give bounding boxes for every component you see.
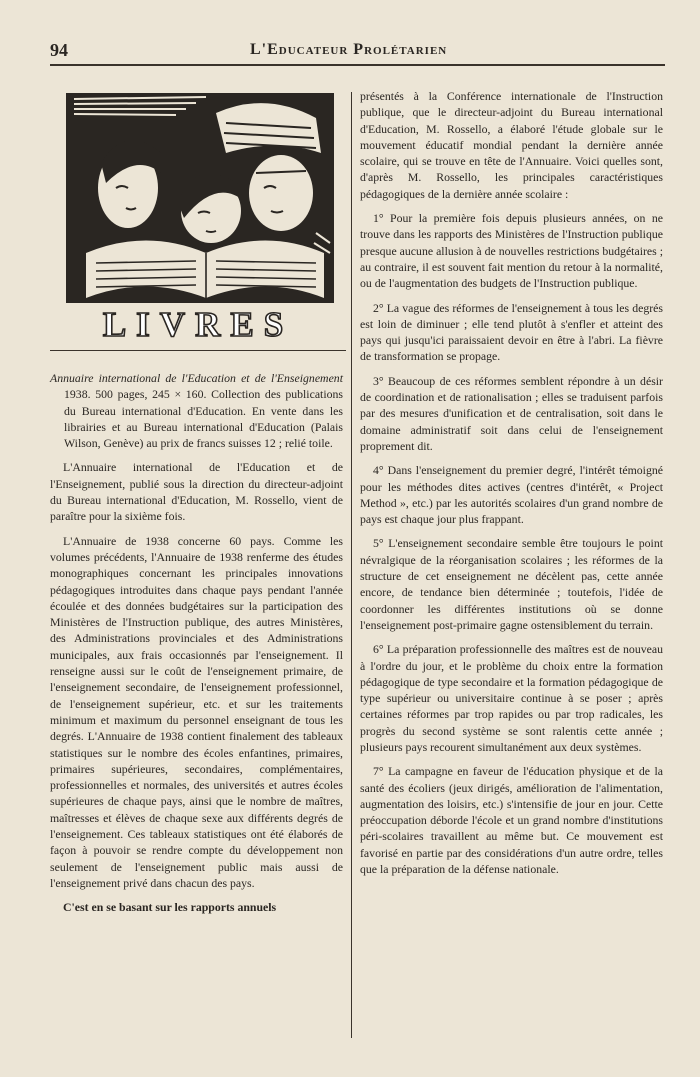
list-item: 6° La préparation professionnelle des maîtres est de nouveau à l'ordre du jour, et le problème du choix entre la formation pédagogique de type secondaire et la formation pédagogique de type supérieur ou universitaire continue à se poser ; après certaines réformes par trop rapides ou par trop radicales, les progrès du second système se sont ralentis cette année ; plusieurs pays recourent simultanément aux deux systèmes. bbox=[360, 642, 663, 754]
right-column bbox=[360, 88, 663, 885]
paragraph: L'Annuaire international de l'Education et de l'Enseignement, publié sous la direction du directeur-adjoint du Bureau international d'Education, M. Rossello, vient de paraître pour la sixième fois. bbox=[50, 460, 343, 524]
column-divider bbox=[351, 92, 352, 1038]
book-title: Annuaire international de l'Education et de l'Enseignement bbox=[50, 371, 343, 385]
running-title: L'Educateur Prolétarien bbox=[250, 41, 448, 58]
paragraph: présentés à la Conférence internationale de l'Instruction publique, que le directeur-adjoint du Bureau international d'Education, M. Rossello, a élaboré l'étude globale sur le mouvement éducatif mondial pendant la dernière année scolaire, qui se trouve en tête de l'Annuaire. Voici quelles sont, d'après M. Rossello, les principales caractéristiques pédagogiques de la dernière année scolaire : bbox=[360, 89, 663, 201]
section-title: LIVRES bbox=[102, 305, 294, 344]
bibliographic-entry bbox=[50, 370, 343, 451]
list-item: 2° La vague des réformes de l'enseignement à tous les degrés est loin de diminuer ; elle tend plutôt à s'enfler et atteint des pays qui jusqu'ici paraissaient devoir en être à l'abri. La fièvre de transformation se propage. bbox=[360, 300, 663, 364]
list-item: 1° Pour la première fois depuis plusieurs années, on ne trouve dans les rapports des Ministères de l'Instruction publique presque aucune allusion à de nouvelles restrictions budgétaires ; au contraire, il est souvent fait mention du retour à la normalité, ou de l'augmentation des budgets de l'Instruction publique. bbox=[360, 211, 663, 291]
paragraph: L'Annuaire de 1938 concerne 60 pays. Comme les volumes précédents, l'Annuaire de 1938 renferme des études monographiques concernant les principales innovations pédagogiques introduites dans chaque pays pendant l'année écoulée et des données budgétaires sur la participation des Ministères de l'Instruction publique, des autres Ministères, des Administrations provinciales et des Administrations municipales, aux frais occasionnés par l'enseignement. Il renseigne aussi sur le coût de l'enseignement primaire, de l'enseignement secondaire, de l'enseignement professionnel, de l'enseignement supérieur, etc. et sur les traitements minimum et maximum du personnel enseignant de tous les degrés. L'Annuaire de 1938 contient finalement des tableaux statistiques sur le nombre des écoles enfantines, primaires, primaires supérieures, secondaires, complémentaires, professionnelles et normales, des universités et autres écoles supérieures de chaque pays, ainsi que le nombre de maîtres, maîtresses et élèves de chaque sexe aux différents degrés de l'enseignement. Ces tableaux statistiques ont été élaborés de façon à pouvoir se rendre compte du développement non seulement de l'enseignement public mais aussi de l'enseignement privé dans chacun des pays. bbox=[50, 533, 343, 890]
paragraph: C'est en se basant sur les rapports annuels bbox=[63, 900, 277, 915]
woodcut-children-reading-illustration bbox=[66, 93, 334, 303]
running-header bbox=[50, 38, 665, 66]
list-item: 3° Beaucoup de ces réformes semblent répondre à un désir de coordination et de rationalisation ; elles se traduisent parfois par des mesures d'unification et de centralisation, soit dans le domaine administratif soit dans celui de l'enseignement proprement dit. bbox=[360, 373, 663, 453]
section-title-rule bbox=[50, 350, 346, 351]
book-details: 1938. 500 pages, 245 × 160. Collection des publications du Bureau international d'Education. En vente dans les librairies et au Bureau international d'Education (Palais Wilson, Genève) au prix de francs suisses 12 ; relié toile. bbox=[64, 387, 343, 451]
left-column bbox=[50, 370, 343, 924]
list-item: 4° Dans l'enseignement du premier degré, l'intérêt témoigné pour les méthodes dites actives (centres d'intérêt, « Project Method », etc.) par les autorités scolaires d'un grand nombre de pays est chaque jour plus frappant. bbox=[360, 463, 663, 527]
page-number: 94 bbox=[50, 40, 68, 60]
list-item: 5° L'enseignement secondaire semble être toujours le point névralgique de la réorganisation scolaires ; les réformes de la structure de cet enseignement ne décèlent pas, cette année encore, de tendance bien déterminée ; toutefois, l'idée de coordonner les différentes institutions où se donne l'enseignement post-primaire gagne ostensiblement du terrain. bbox=[360, 536, 663, 632]
list-item: 7° La campagne en faveur de l'éducation physique et de la santé des écoliers (jeux dirigés, amélioration de l'alimentation, augmentation des loisirs, etc.) s'intensifie de jour en jour. Cette préoccupation déborde l'école et un grand nombre d'institutions péri-scolaires travaillent au même but. Ce mouvement est favorisé en partie par des considérations d'un autre ordre, telles que la préparation de la défense nationale. bbox=[360, 764, 663, 877]
